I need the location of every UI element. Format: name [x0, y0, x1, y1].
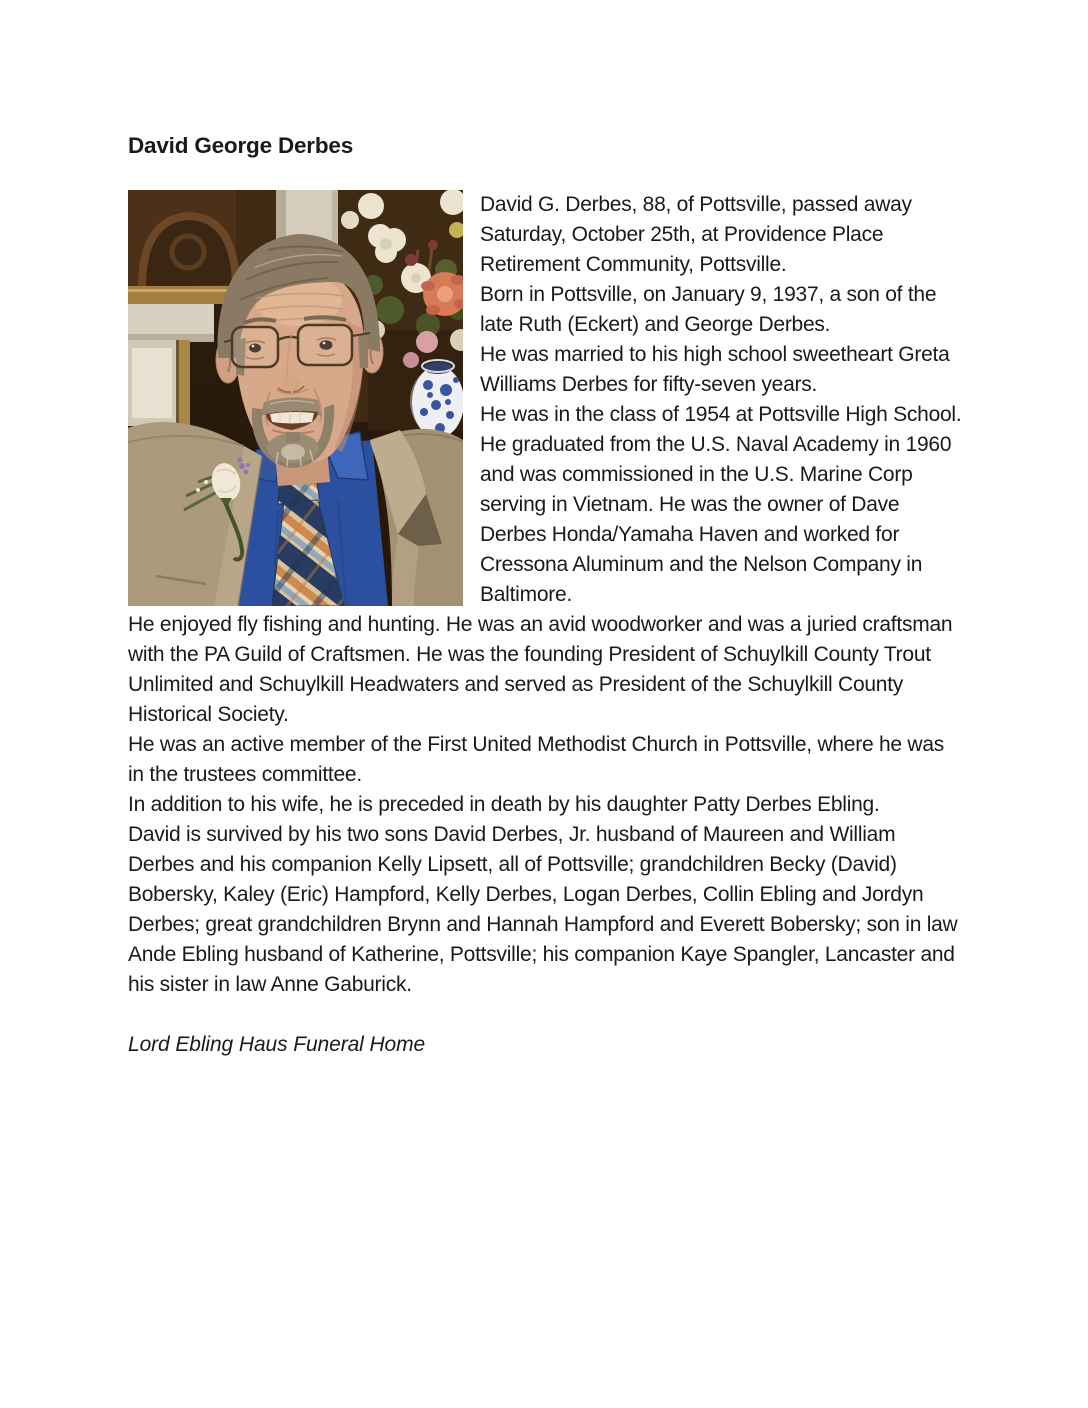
obituary-paragraph: In addition to his wife, he is preceded in death by his daughter Patty Derbes Ebling. [128, 793, 880, 816]
obituary-paragraph: David G. Derbes, 88, of Pottsville, passed away Saturday, October 25th, at Providence Place Retirement Community, Pottsville. [480, 193, 912, 276]
obituary-paragraph: He was in the class of 1954 at Pottsville High School. He graduated from the U.S. Naval Academy in 1960 and was commissioned in the U.S. Marine Corp serving in Vietnam. He was the owner of Dave Derbes Honda/Yamaha Haven and worked for Cressona Aluminum and the Nelson Company in Baltimore. [480, 403, 962, 606]
obituary-title: David George Derbes [128, 133, 354, 158]
obituary-document [128, 0, 964, 1060]
obituary-body [128, 190, 964, 1060]
funeral-home-line: Lord Ebling Haus Funeral Home [128, 1033, 426, 1056]
obituary-paragraph: He enjoyed fly fishing and hunting. He was an avid woodworker and was a juried craftsman with the PA Guild of Craftsmen. He was the founding President of Schuylkill County Trout Unlimited and Schuylkill Headwaters and served as President of the Schuylkill County Historical Society. [128, 613, 953, 726]
obituary-paragraph: He was married to his high school sweetheart Greta Williams Derbes for fifty-seven years. [480, 343, 950, 396]
portrait-photo [128, 190, 463, 606]
obituary-paragraph: David is survived by his two sons David Derbes, Jr. husband of Maureen and William Derbes and his companion Kelly Lipsett, all of Pottsville; grandchildren Becky (David) Bobersky, Kaley (Eric) Hampford, Kelly Derbes, Logan Derbes, Collin Ebling and Jordyn Derbes; great grandchildren Brynn and Hannah Hampford and Everett Bobersky; son in law Ande Ebling husband of Katherine, Pottsville; his companion Kaye Spangler, Lancaster and his sister in law Anne Gaburick. [128, 823, 958, 996]
obituary-paragraph: He was an active member of the First United Methodist Church in Pottsville, where he was in the trustees committee. [128, 733, 945, 786]
obituary-paragraph: Born in Pottsville, on January 9, 1937, a son of the late Ruth (Eckert) and George Derbes. [480, 283, 937, 336]
